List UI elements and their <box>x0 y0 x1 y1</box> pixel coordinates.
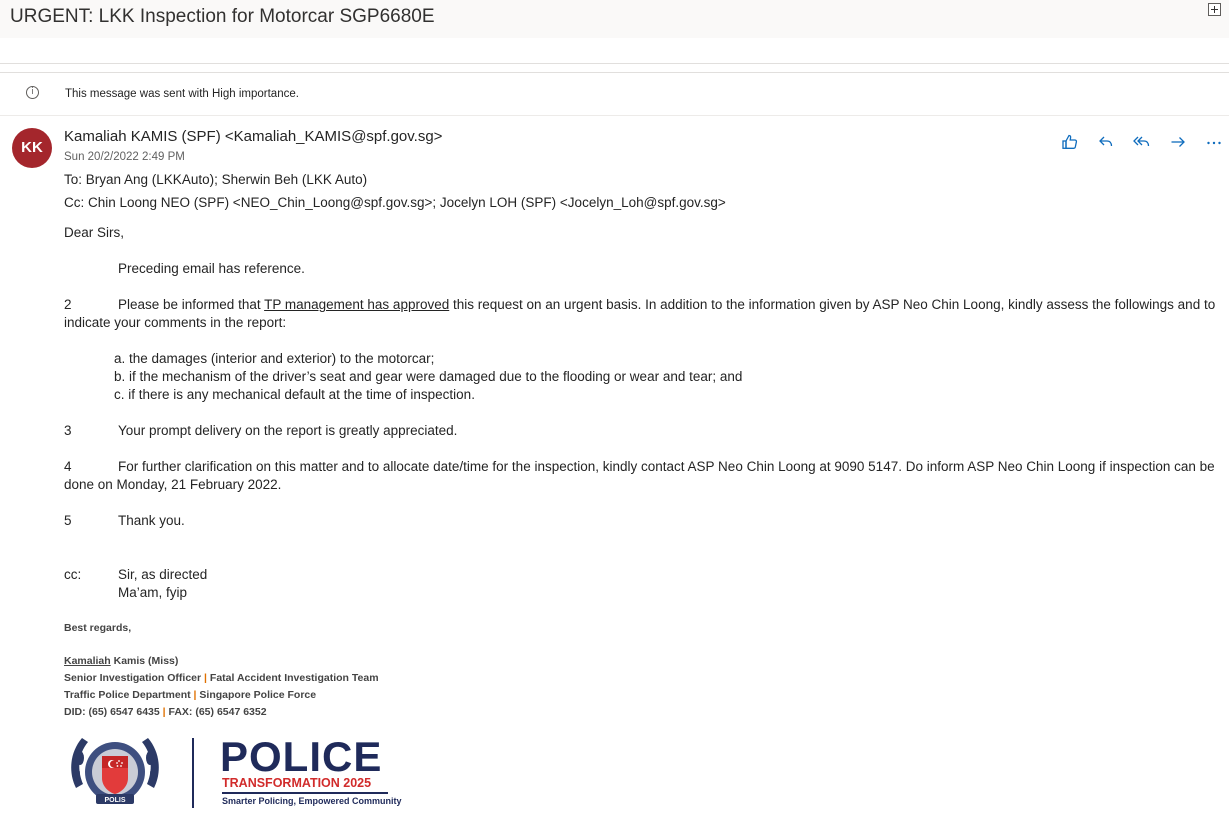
signature-org: Singapore Police Force <box>199 689 317 701</box>
list-item: c. if there is any mechanical default at the time of inspection. <box>114 387 475 402</box>
divider <box>0 63 1229 64</box>
police-crest-logo <box>66 728 164 818</box>
approval-link: TP management has approved <box>264 297 450 312</box>
list-item: a. the damages (interior and exterior) to the motorcar; <box>114 351 435 366</box>
cc-label: cc: <box>64 567 82 582</box>
signature-name <box>64 655 178 667</box>
signature-fax: FAX: (65) 6547 6352 <box>168 706 267 718</box>
transformation-text: TRANSFORMATION 2025 <box>222 776 372 790</box>
forward-icon[interactable] <box>1167 131 1189 153</box>
sender-name[interactable]: Kamaliah KAMIS (SPF) <Kamaliah_KAMIS@spf.gov.sg> <box>64 128 443 145</box>
reply-icon[interactable] <box>1095 131 1117 153</box>
separator: | <box>201 672 210 684</box>
expand-icon[interactable] <box>1208 3 1221 16</box>
logo-divider <box>192 738 194 808</box>
crest-text: POLIS <box>104 797 126 804</box>
signature-title <box>64 672 379 684</box>
cc-note-2: Ma’am, fyip <box>118 585 188 600</box>
signature-phone: DID: (65) 6547 6435 <box>64 706 160 718</box>
email-subject: URGENT: LKK Inspection for Motorcar SGP6680E <box>10 6 435 27</box>
logo-tagline: Smarter Policing, Empowered Community <box>222 796 402 806</box>
sent-datetime: Sun 20/2/2022 2:49 PM <box>64 151 185 163</box>
greeting: Dear Sirs, <box>64 225 125 240</box>
signature-first-name: Kamaliah <box>64 655 111 667</box>
paragraph-2-number: 2 <box>64 297 72 312</box>
paragraph-2-line2: indicate your comments in the report: <box>64 315 287 330</box>
importance-banner <box>0 73 1229 116</box>
avatar[interactable]: KK <box>12 128 52 168</box>
logo-rule <box>222 792 388 794</box>
cc-recipients[interactable]: Cc: Chin Loong NEO (SPF) <NEO_Chin_Loong@spf.gov.sg>; Jocelyn LOH (SPF) <Jocelyn_Loh@spf.gov.sg> <box>64 195 726 210</box>
subject-bar <box>0 0 1229 38</box>
paragraph-3-number: 3 <box>64 423 72 438</box>
paragraph-4-line2: done on Monday, 21 February 2022. <box>64 477 282 492</box>
info-icon: i <box>26 86 39 99</box>
signature-regards: Best regards, <box>64 622 132 634</box>
paragraph-4-number: 4 <box>64 459 72 474</box>
paragraph-4: For further clarification on this matter and to allocate date/time for the inspection, kindly contact ASP Neo Chin Loong at 9090 5147. Do inform ASP Neo Chin Loong if inspection can be <box>118 459 1215 474</box>
to-recipients[interactable]: To: Bryan Ang (LKKAuto); Sherwin Beh (LKK Auto) <box>64 172 368 187</box>
police-wordmark: POLICE <box>220 733 383 780</box>
signature-department <box>64 689 316 701</box>
signature-contact <box>64 706 267 718</box>
paragraph-2 <box>118 296 1215 314</box>
like-icon[interactable] <box>1059 131 1081 153</box>
paragraph-2-pre: Please be informed that <box>118 297 265 312</box>
signature-last-name: Kamis (Miss) <box>110 655 179 667</box>
signature-position: Senior Investigation Officer <box>64 672 202 684</box>
signature-dept: Traffic Police Department <box>64 689 191 701</box>
cc-note-1: Sir, as directed <box>118 567 208 582</box>
signature-team: Fatal Accident Investigation Team <box>209 672 379 684</box>
reply-all-icon[interactable] <box>1131 131 1153 153</box>
paragraph-3: Your prompt delivery on the report is greatly appreciated. <box>118 423 458 438</box>
more-icon[interactable] <box>1203 131 1225 153</box>
police-transformation-logo <box>220 733 402 812</box>
importance-text: This message was sent with High importance. <box>65 88 299 100</box>
paragraph-5-number: 5 <box>64 513 72 528</box>
paragraph-2-post: this request on an urgent basis. In addition to the information given by ASP Neo Chin Loong, kindly assess the followings and to <box>449 297 1216 312</box>
paragraph-1: Preceding email has reference. <box>118 261 305 276</box>
separator: | <box>159 706 169 718</box>
paragraph-5: Thank you. <box>118 513 185 528</box>
separator: | <box>190 689 200 701</box>
list-item: b. if the mechanism of the driver’s seat and gear were damaged due to the flooding or wear and tear; and <box>114 369 743 384</box>
